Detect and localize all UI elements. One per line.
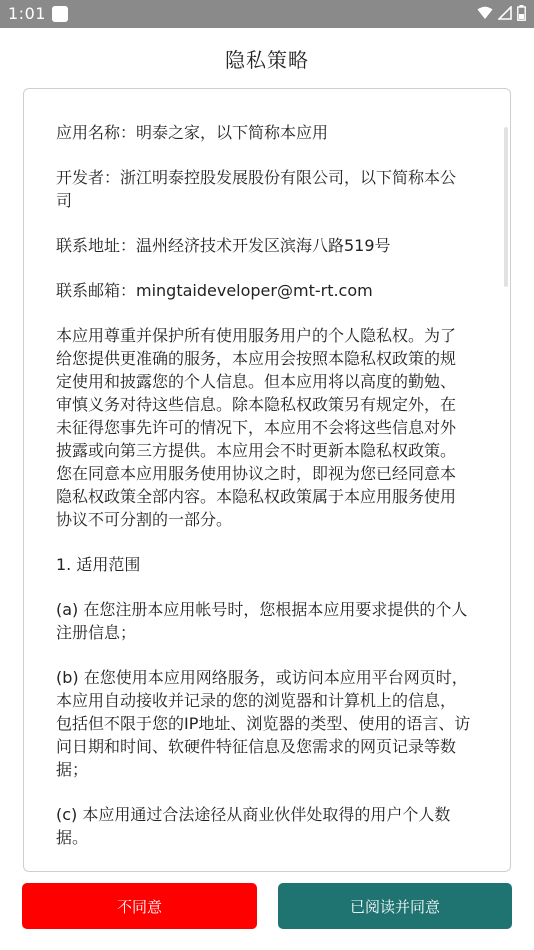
policy-paragraph-a: (a) 在您注册本应用帐号时，您根据本应用要求提供的个人注册信息； — [56, 600, 468, 642]
policy-paragraph-address: 联系地址：温州经济技术开发区滨海八路519号 — [56, 236, 391, 255]
battery-icon — [517, 5, 526, 21]
page-title: 隐私策略 — [225, 47, 309, 72]
policy-text — [56, 121, 471, 871]
status-time: 1:01 — [8, 4, 46, 23]
scrollbar-thumb[interactable] — [504, 127, 508, 287]
wifi-icon — [477, 6, 493, 20]
policy-paragraph-developer: 开发者：浙江明泰控股发展股份有限公司，以下简称本公司 — [56, 168, 457, 210]
status-icons — [477, 5, 526, 21]
disagree-button[interactable]: 不同意 — [22, 883, 257, 929]
policy-section-heading: 1. 适用范围 — [56, 555, 141, 574]
policy-paragraph-email: 联系邮箱：mingtaideveloper@mt-rt.com — [56, 281, 373, 300]
signal-icon — [498, 6, 512, 20]
title-bar — [0, 28, 534, 88]
policy-paragraph-b: (b) 在您使用本应用网络服务，或访问本应用平台网页时，本应用自动接收并记录的您的浏览器和计算机上的信息，包括但不限于您的IP地址、浏览器的类型、使用的语言、访问日期和时间、软硬件特征信息及您需求的网页记录等数据； — [56, 668, 471, 779]
policy-paragraph-intro: 本应用尊重并保护所有使用服务用户的个人隐私权。为了给您提供更准确的服务，本应用会按照本隐私权政策的规定使用和披露您的个人信息。但本应用将以高度的勤勉、审慎义务对待这些信息。除本隐私权政策另有规定外，在未征得您事先许可的情况下，本应用不会将这些信息对外披露或向第三方提供。本应用会不时更新本隐私权政策。 您在同意本应用服务使用协议之时，即视为您已经同意本隐私权政策全部内容。本隐私权政策属于本应用服务使用协议不可分割的一部分。 — [56, 326, 457, 529]
notification-icon — [52, 6, 68, 22]
policy-paragraph-c: (c) 本应用通过合法途径从商业伙伴处取得的用户个人数据。 — [56, 805, 451, 847]
policy-content-panel[interactable] — [23, 88, 511, 872]
status-bar — [0, 0, 534, 28]
policy-paragraph-app-name: 应用名称：明泰之家，以下简称本应用 — [56, 123, 329, 142]
agree-button[interactable]: 已阅读并同意 — [278, 883, 512, 929]
